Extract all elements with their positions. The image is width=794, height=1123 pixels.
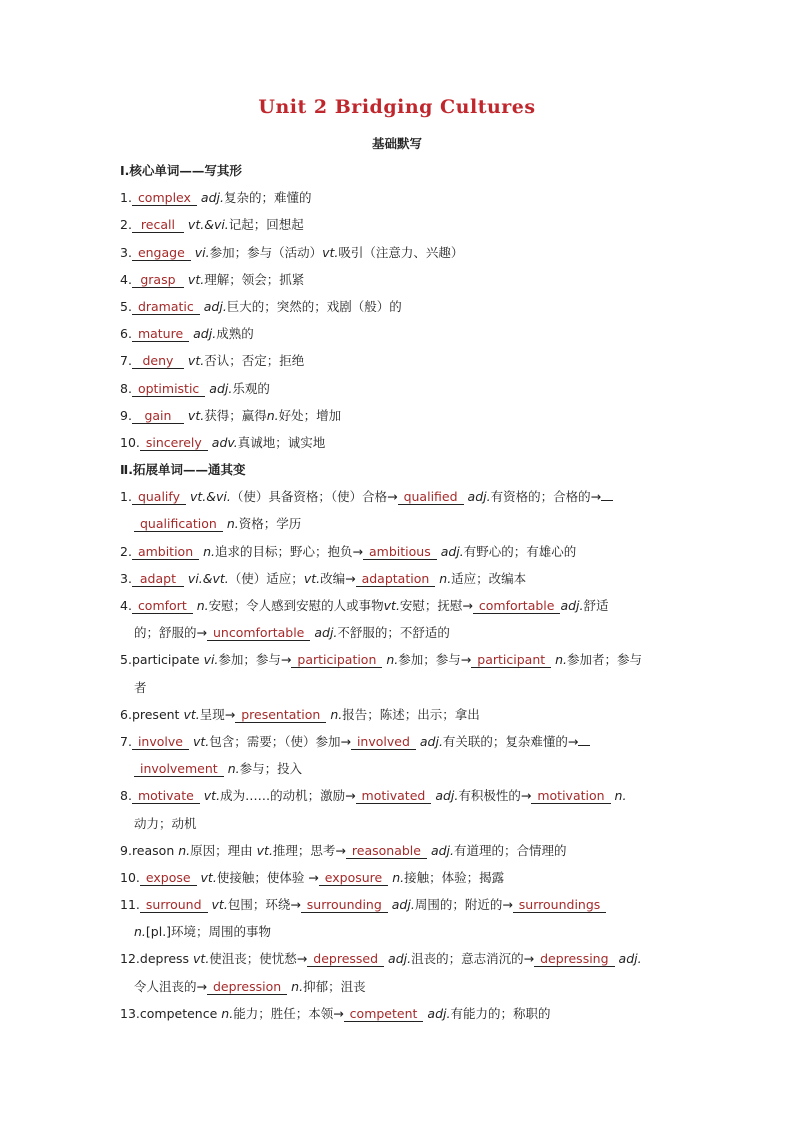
list-item: 2. recall vt.&vi.记起；回想起 bbox=[120, 217, 304, 233]
answer-blank: involved bbox=[351, 735, 416, 750]
answer-blank: motivated bbox=[356, 789, 432, 804]
list-item: 3. adapt vi.&vt.（使）适应；vt.改编→ adaptation n.适应；改编本 bbox=[120, 570, 527, 586]
answer-blank: engage bbox=[132, 246, 191, 261]
list-item: 8. optimistic adj.乐观的 bbox=[120, 380, 270, 396]
list-item-cont: 者 bbox=[134, 679, 147, 695]
answer-blank: participant bbox=[471, 653, 551, 668]
list-item: 7. deny vt.否认；否定；拒绝 bbox=[120, 353, 305, 369]
list-item: 5.participate vi.参加；参与→ participation n.参加；参与→ participant n.参加者；参与 bbox=[120, 652, 643, 668]
list-item-cont: n.[pl.]环境；周围的事物 bbox=[134, 924, 272, 940]
answer-blank: presentation bbox=[235, 708, 326, 723]
worksheet-content bbox=[120, 157, 680, 1027]
list-item-cont: 的；舒服的→ uncomfortable adj.不舒服的；不舒适的 bbox=[134, 625, 450, 641]
answer-blank: exposure bbox=[319, 871, 388, 886]
list-item: 8. motivate vt.成为……的动机；激励→ motivated adj.有积极性的→ motivation n. bbox=[120, 788, 627, 804]
list-item: 3. engage vi.参加；参与（活动）vt.吸引（注意力、兴趣） bbox=[120, 244, 464, 260]
answer-blank: ambition bbox=[132, 545, 199, 560]
list-item: 6.present vt.呈现→ presentation n.报告；陈述；出示；拿出 bbox=[120, 706, 480, 722]
answer-blank: involvement bbox=[134, 762, 224, 777]
list-item-cont: qualification n.资格；学历 bbox=[120, 510, 680, 537]
answer-blank: optimistic bbox=[132, 382, 205, 397]
answer-blank: adapt bbox=[132, 572, 184, 587]
answer-blank: surround bbox=[140, 898, 208, 913]
answer-blank: depression bbox=[207, 980, 287, 995]
answer-blank: qualification bbox=[134, 517, 223, 532]
section1-heading: Ⅰ.核心单词——写其形 bbox=[120, 163, 242, 178]
answer-blank: involve bbox=[132, 735, 189, 750]
answer-blank: participation bbox=[291, 653, 382, 668]
list-item: 13.competence n.能力；胜任；本领→ competent adj.有能力的；称职的 bbox=[120, 1005, 551, 1021]
answer-blank: adaptation bbox=[356, 572, 436, 587]
answer-blank: gain bbox=[132, 409, 184, 424]
answer-blank: competent bbox=[344, 1007, 424, 1022]
answer-blank: depressing bbox=[534, 952, 614, 967]
section2-heading: Ⅱ.拓展单词——通其变 bbox=[120, 462, 246, 478]
list-item: 4. grasp vt.理解；领会；抓紧 bbox=[120, 271, 305, 287]
list-item: 11. surround vt.包围；环绕→ surrounding adj.周围的；附近的→ surroundings bbox=[120, 891, 680, 918]
answer-blank: reasonable bbox=[346, 844, 427, 859]
blank-line bbox=[601, 500, 613, 501]
list-item: 2. ambition n.追求的目标；野心；抱负→ ambitious adj.有野心的；有雄心的 bbox=[120, 543, 577, 559]
list-item: 10. expose vt.使接触；使体验 → exposure n.接触；体验；揭露 bbox=[120, 869, 505, 885]
answer-blank: grasp bbox=[132, 273, 184, 288]
answer-blank: sincerely bbox=[140, 436, 208, 451]
list-item: 4. comfort n.安慰；令人感到安慰的人或事物vt.安慰；抚慰→ comfortable adj.舒适 bbox=[120, 598, 609, 613]
answer-blank: surrounding bbox=[301, 898, 388, 913]
section1-list bbox=[120, 184, 680, 456]
answer-blank: mature bbox=[132, 327, 189, 342]
list-item: 7. involve vt.包含；需要；（使）参加→ involved adj.有关联的；复杂难懂的→ bbox=[120, 728, 680, 755]
blank-line bbox=[578, 745, 590, 746]
page-title: Unit 2 Bridging Cultures bbox=[258, 96, 536, 118]
answer-blank: recall bbox=[132, 218, 184, 233]
answer-blank: complex bbox=[132, 191, 197, 206]
answer-blank: expose bbox=[140, 871, 197, 886]
list-item: 1. complex adj.复杂的；难懂的 bbox=[120, 190, 312, 206]
answer-blank: comfortable bbox=[473, 599, 561, 614]
list-item-cont: 令人沮丧的→ depression n.抑郁；沮丧 bbox=[134, 978, 366, 994]
list-item: 5. dramatic adj.巨大的；突然的；戏剧（般）的 bbox=[120, 298, 402, 314]
answer-blank: motivation bbox=[531, 789, 610, 804]
answer-blank: uncomfortable bbox=[207, 626, 310, 641]
list-item: 10. sincerely adv.真诚地；诚实地 bbox=[120, 434, 326, 450]
answer-blank: ambitious bbox=[363, 545, 437, 560]
answer-blank: dramatic bbox=[132, 300, 200, 315]
list-item: 6. mature adj.成熟的 bbox=[120, 326, 254, 342]
answer-blank: comfort bbox=[132, 599, 193, 614]
list-item-cont: involvement n.参与；投入 bbox=[120, 755, 680, 782]
answer-blank: qualify bbox=[132, 490, 186, 505]
list-item: 9.reason n.原因；理由 vt.推理；思考→ reasonable adj.有道理的；合情理的 bbox=[120, 842, 567, 858]
answer-blank: qualified bbox=[398, 490, 464, 505]
list-item: 1. qualify vt.&vi.（使）具备资格；（使）合格→ qualified adj.有资格的；合格的→ bbox=[120, 483, 680, 510]
list-item: 12.depress vt.使沮丧；使忧愁→ depressed adj.沮丧的；意志消沉的→ depressing adj. bbox=[120, 951, 642, 967]
answer-blank: surroundings bbox=[513, 898, 607, 913]
answer-blank: motivate bbox=[132, 789, 200, 804]
answer-blank: deny bbox=[132, 354, 184, 369]
list-item: 9. gain vt.获得；赢得n.好处；增加 bbox=[120, 407, 342, 423]
list-item-cont: 动力；动机 bbox=[134, 815, 197, 831]
page-subtitle: 基础默写 bbox=[371, 136, 422, 151]
answer-blank: depressed bbox=[307, 952, 384, 967]
